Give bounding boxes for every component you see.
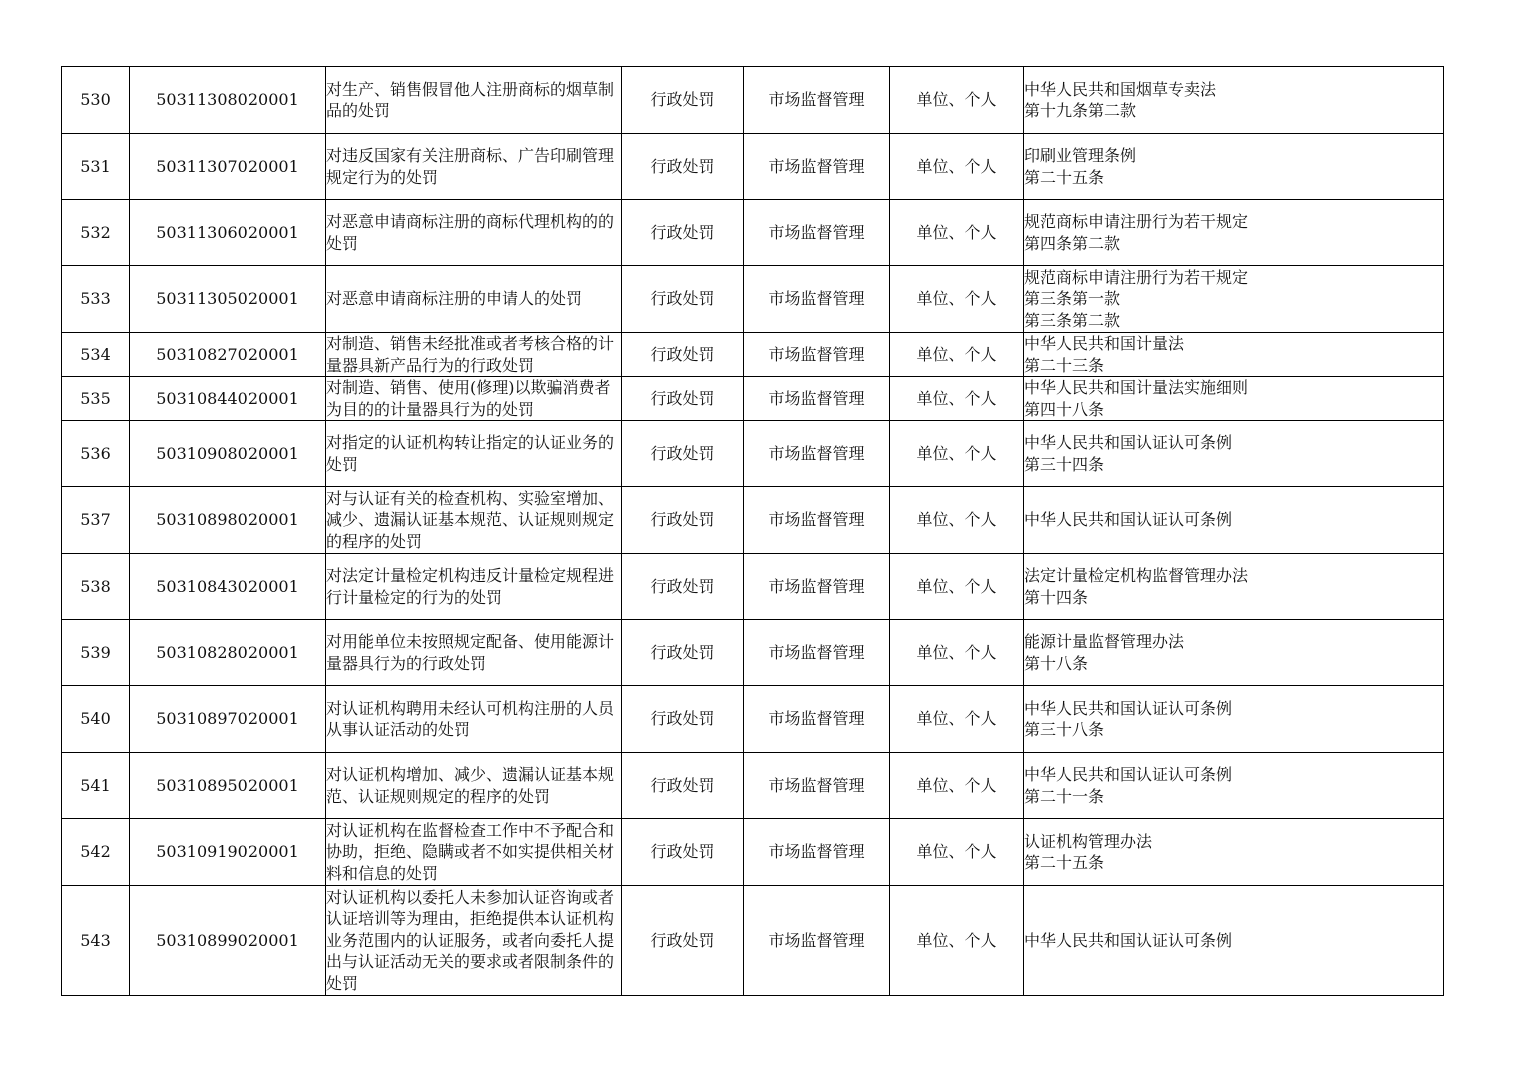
item-name-cell [326,421,622,487]
target-cell: 单位、个人 [890,620,1024,686]
row-number-cell: 539 [62,620,130,686]
item-name-cell [326,377,622,421]
item-code-cell: 50310897020001 [130,686,326,753]
row-number-cell: 531 [62,134,130,200]
legal-basis-line: 第四条第二款 [1024,233,1121,253]
matter-type-cell: 行政处罚 [622,421,744,487]
matter-type-cell: 行政处罚 [622,753,744,819]
item-code-cell: 50310899020001 [130,886,326,996]
department-cell: 市场监督管理 [744,266,890,333]
table-row [62,753,1444,819]
row-number-cell: 532 [62,200,130,266]
department-cell: 市场监督管理 [744,554,890,620]
department-cell: 市场监督管理 [744,421,890,487]
legal-basis-line: 第十四条 [1024,587,1089,607]
table-row [62,200,1444,266]
legal-basis-line: 第二十五条 [1024,167,1105,187]
table-row [62,686,1444,753]
legal-basis-line: 中华人民共和国认证认可条例 [1024,930,1233,950]
legal-basis-cell [1024,266,1444,333]
item-code-cell: 50310908020001 [130,421,326,487]
item-code-cell: 50310843020001 [130,554,326,620]
item-code-cell: 50311306020001 [130,200,326,266]
target-cell: 单位、个人 [890,377,1024,421]
item-name-cell [326,620,622,686]
matter-type-cell: 行政处罚 [622,487,744,554]
legal-basis-cell [1024,487,1444,554]
target-cell: 单位、个人 [890,753,1024,819]
legal-basis-line: 印刷业管理条例 [1024,146,1137,165]
target-cell: 单位、个人 [890,266,1024,333]
legal-basis-line: 中华人民共和国计量法 [1024,334,1185,353]
legal-basis-line: 第二十五条 [1024,853,1105,872]
table-row [62,886,1444,996]
matter-type-cell: 行政处罚 [622,554,744,620]
target-cell: 单位、个人 [890,200,1024,266]
legal-basis-line: 第三条第一款 [1024,289,1121,309]
item-name-text: 对生产、销售假冒他人注册商标的烟草制品的处罚 [326,79,615,120]
table-row [62,620,1444,686]
legal-basis-line: 中华人民共和国计量法实施细则 [1024,378,1249,397]
item-name-cell [326,686,622,753]
row-number-cell: 537 [62,487,130,554]
row-number-cell: 543 [62,886,130,996]
department-cell: 市场监督管理 [744,620,890,686]
table-row [62,333,1444,377]
legal-basis-cell [1024,134,1444,200]
matter-type-cell: 行政处罚 [622,686,744,753]
matter-type-cell: 行政处罚 [622,377,744,421]
legal-basis-line: 第十八条 [1024,653,1089,673]
matter-type-cell: 行政处罚 [622,200,744,266]
legal-basis-cell [1024,819,1444,886]
table-row [62,421,1444,487]
legal-basis-cell [1024,421,1444,487]
item-name-text: 对法定计量检定机构违反计量检定规程进行计量检定的行为的处罚 [326,566,615,607]
legal-basis-line: 第二十三条 [1024,355,1105,375]
item-name-cell [326,886,622,996]
department-cell: 市场监督管理 [744,67,890,134]
item-name-cell [326,753,622,819]
table-row [62,554,1444,620]
row-number-cell: 535 [62,377,130,421]
item-name-text: 对认证机构在监督检查工作中不予配合和协助，拒绝、隐瞒或者不如实提供相关材料和信息的处罚 [326,820,615,883]
legal-basis-line: 中华人民共和国烟草专卖法 [1024,79,1217,99]
legal-basis-line: 法定计量检定机构监督管理办法 [1024,566,1249,585]
table-row [62,266,1444,333]
department-cell: 市场监督管理 [744,333,890,377]
item-name-text: 对认证机构以委托人未参加认证咨询或者认证培训等为理由，拒绝提供本认证机构业务范围内的认证服务，或者向委托人提出与认证活动无关的要求或者限制条件的处罚 [326,887,615,993]
row-number-cell: 530 [62,67,130,134]
legal-basis-line: 规范商标申请注册行为若干规定 [1024,267,1249,287]
target-cell: 单位、个人 [890,67,1024,134]
item-name-text: 对认证机构增加、减少、遗漏认证基本规范、认证规则规定的程序的处罚 [326,765,615,806]
item-code-cell: 50310895020001 [130,753,326,819]
item-name-text: 对恶意申请商标注册的申请人的处罚 [326,289,583,309]
table-row [62,67,1444,134]
row-number-cell: 534 [62,333,130,377]
row-number-cell: 533 [62,266,130,333]
table-row [62,377,1444,421]
matter-type-cell: 行政处罚 [622,67,744,134]
legal-basis-cell [1024,620,1444,686]
legal-basis-line: 中华人民共和国认证认可条例 [1024,433,1233,452]
legal-basis-line: 第三十八条 [1024,720,1105,739]
legal-basis-cell [1024,753,1444,819]
legal-basis-cell [1024,67,1444,134]
item-name-cell [326,134,622,200]
department-cell: 市场监督管理 [744,377,890,421]
legal-basis-line: 第二十一条 [1024,786,1105,806]
legal-basis-line: 规范商标申请注册行为若干规定 [1024,212,1249,231]
matter-type-cell: 行政处罚 [622,819,744,886]
item-code-cell: 50310898020001 [130,487,326,554]
legal-basis-cell [1024,886,1444,996]
item-name-text: 对制造、销售、使用(修理)以欺骗消费者为目的的计量器具行为的处罚 [326,378,611,419]
item-name-cell [326,487,622,554]
item-name-text: 对与认证有关的检查机构、实验室增加、减少、遗漏认证基本规范、认证规则规定的程序的处罚 [326,488,615,551]
matter-type-cell: 行政处罚 [622,620,744,686]
item-code-cell: 50310828020001 [130,620,326,686]
table-row [62,134,1444,200]
row-number-cell: 541 [62,753,130,819]
item-code-cell: 50311305020001 [130,266,326,333]
target-cell: 单位、个人 [890,886,1024,996]
department-cell: 市场监督管理 [744,686,890,753]
legal-basis-line: 第十九条第二款 [1024,101,1137,120]
department-cell: 市场监督管理 [744,134,890,200]
item-code-cell: 50311308020001 [130,67,326,134]
row-number-cell: 538 [62,554,130,620]
target-cell: 单位、个人 [890,554,1024,620]
matter-type-cell: 行政处罚 [622,886,744,996]
matter-type-cell: 行政处罚 [622,266,744,333]
item-name-cell [326,819,622,886]
department-cell: 市场监督管理 [744,753,890,819]
legal-basis-line: 中华人民共和国认证认可条例 [1024,698,1233,718]
department-cell: 市场监督管理 [744,886,890,996]
item-name-cell [326,67,622,134]
department-cell: 市场监督管理 [744,819,890,886]
legal-basis-cell [1024,554,1444,620]
item-name-text: 对指定的认证机构转让指定的认证业务的处罚 [326,433,615,474]
item-code-cell: 50310827020001 [130,333,326,377]
department-cell: 市场监督管理 [744,200,890,266]
table-row [62,487,1444,554]
legal-basis-cell [1024,333,1444,377]
target-cell: 单位、个人 [890,421,1024,487]
legal-basis-cell [1024,200,1444,266]
matter-type-cell: 行政处罚 [622,333,744,377]
legal-basis-line: 第四十八条 [1024,399,1105,419]
item-name-cell [326,200,622,266]
item-name-text: 对用能单位未按照规定配备、使用能源计量器具行为的行政处罚 [326,632,615,673]
item-code-cell: 50310844020001 [130,377,326,421]
table-body [62,67,1444,996]
row-number-cell: 536 [62,421,130,487]
matter-type-cell: 行政处罚 [622,134,744,200]
target-cell: 单位、个人 [890,686,1024,753]
item-name-cell [326,266,622,333]
legal-basis-line: 能源计量监督管理办法 [1024,632,1185,651]
legal-basis-line: 认证机构管理办法 [1024,831,1153,851]
target-cell: 单位、个人 [890,134,1024,200]
matters-table [61,66,1444,996]
row-number-cell: 542 [62,819,130,886]
legal-basis-line: 中华人民共和国认证认可条例 [1024,510,1233,530]
row-number-cell: 540 [62,686,130,753]
table-row [62,819,1444,886]
legal-basis-cell [1024,686,1444,753]
item-code-cell: 50310919020001 [130,819,326,886]
item-name-text: 对制造、销售未经批准或者考核合格的计量器具新产品行为的行政处罚 [326,334,615,375]
legal-basis-line: 中华人民共和国认证认可条例 [1024,765,1233,784]
target-cell: 单位、个人 [890,333,1024,377]
item-name-text: 对认证机构聘用未经认可机构注册的人员从事认证活动的处罚 [326,698,615,739]
item-name-text: 对违反国家有关注册商标、广告印刷管理规定行为的处罚 [326,146,615,187]
legal-basis-line: 第三条第二款 [1024,310,1121,330]
legal-basis-cell [1024,377,1444,421]
legal-basis-line: 第三十四条 [1024,454,1105,474]
item-name-text: 对恶意申请商标注册的商标代理机构的的处罚 [326,212,615,253]
item-code-cell: 50311307020001 [130,134,326,200]
target-cell: 单位、个人 [890,487,1024,554]
target-cell: 单位、个人 [890,819,1024,886]
item-name-cell [326,333,622,377]
item-name-cell [326,554,622,620]
department-cell: 市场监督管理 [744,487,890,554]
